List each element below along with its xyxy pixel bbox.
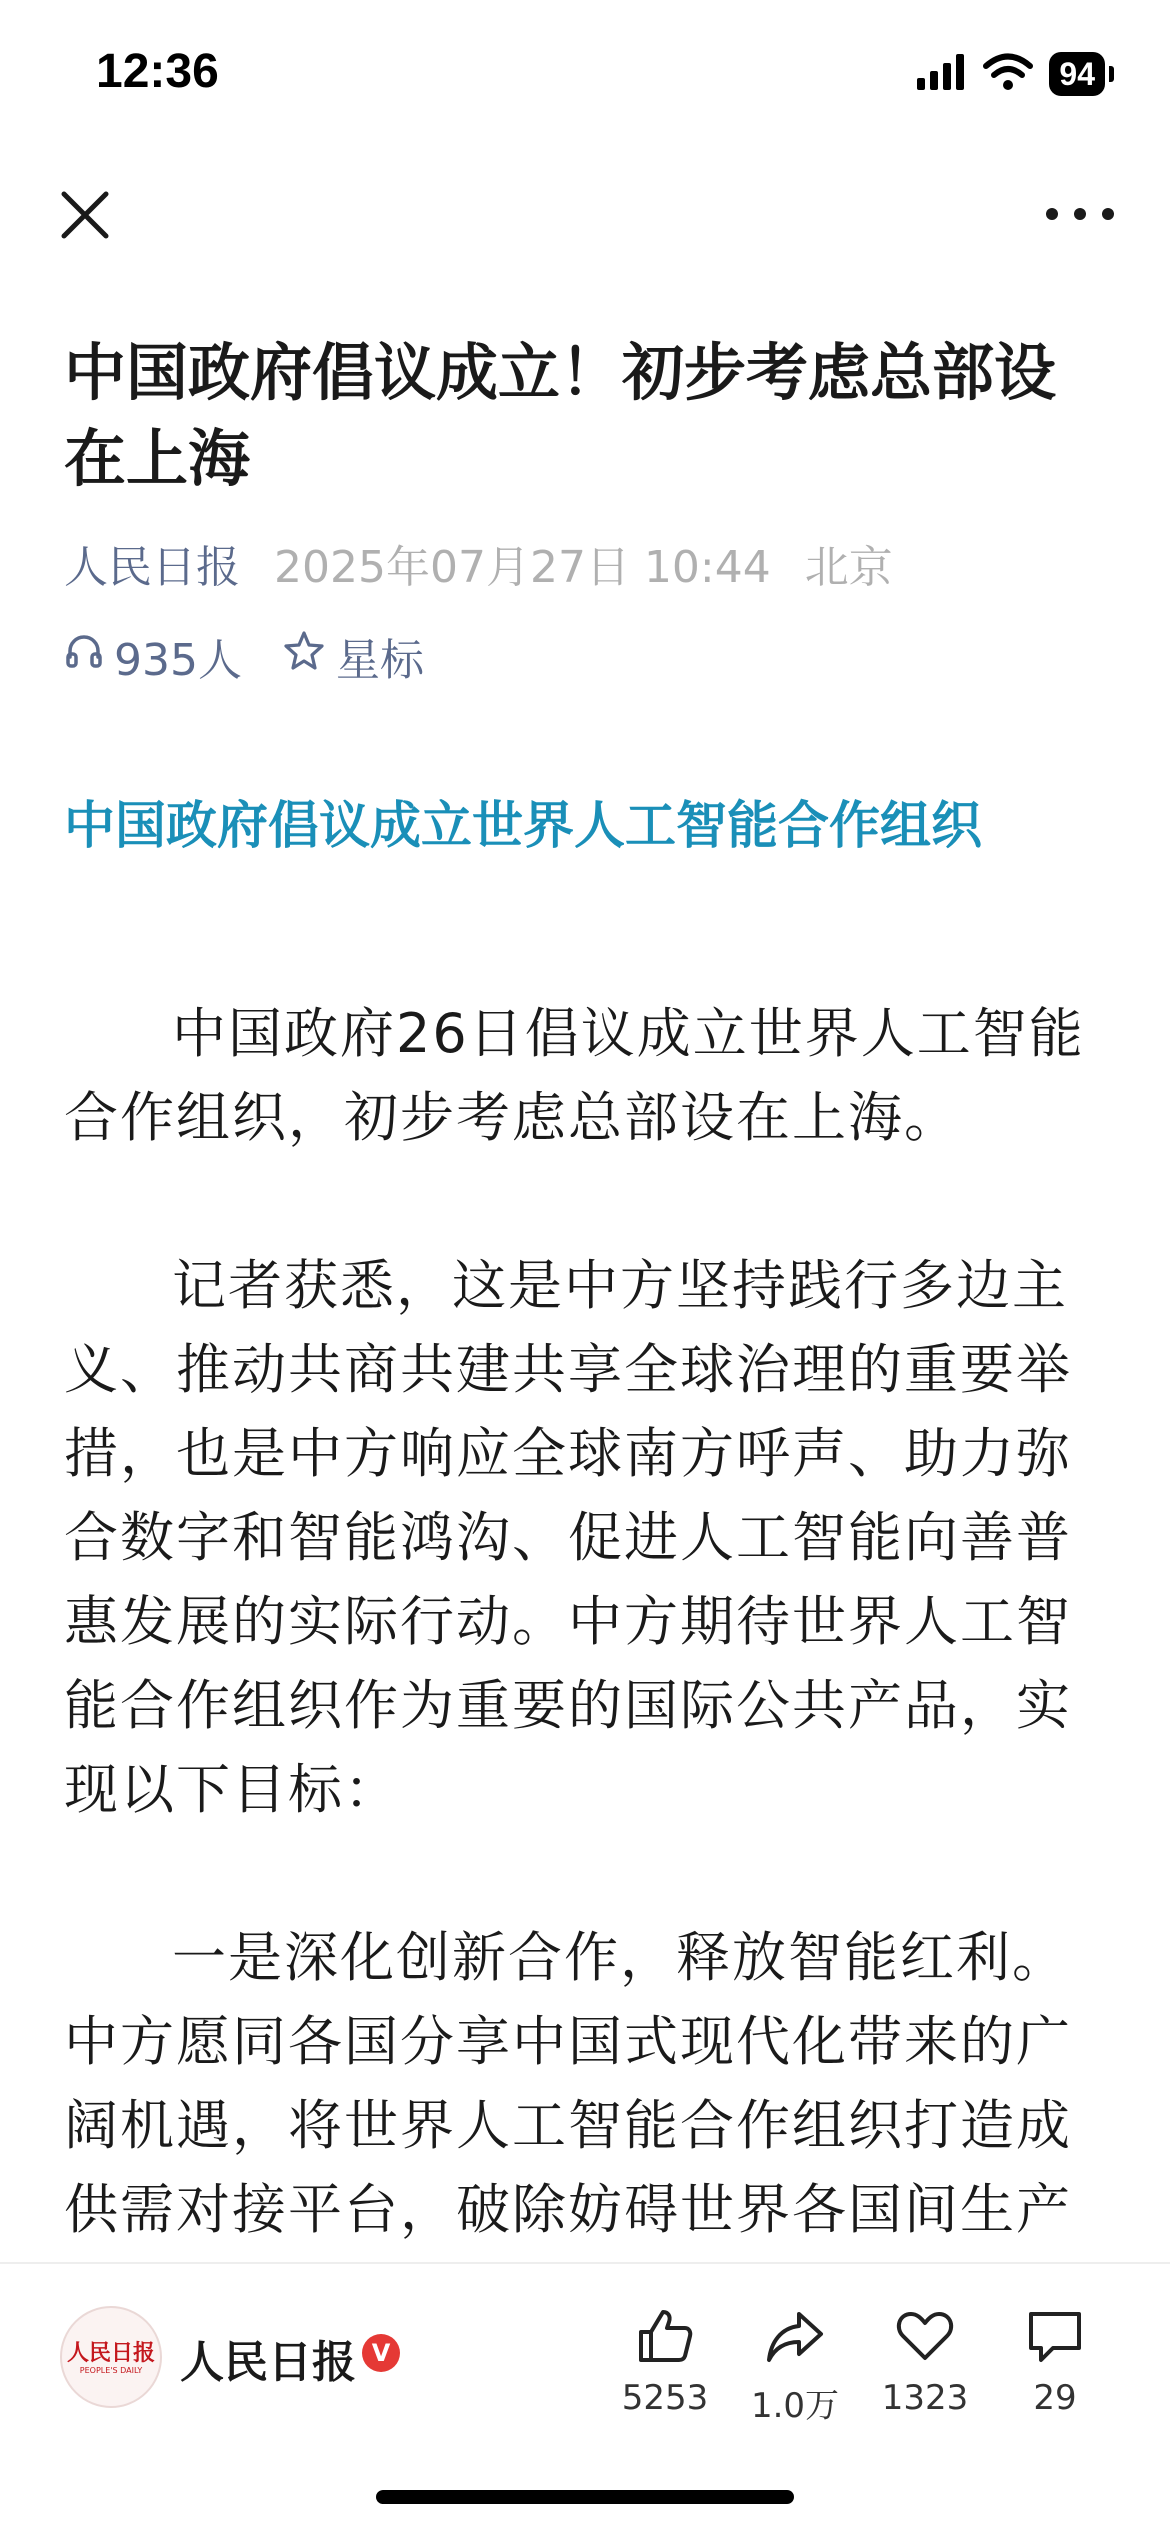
paragraph-2: 记者获悉，这是中方坚持践行多边主义、推动共商共建共享全球治理的重要举措，也是中方响应全球南方呼声、助力弥合数字和智能鸿沟、促进人工智能向善普惠发展的实际行动。中方期待世界人工智能合作组织作为重要的国际公共产品，实现以下目标： <box>64 1254 1072 1821</box>
comment-button[interactable] <box>990 2304 1120 2418</box>
article-stats <box>64 624 1114 688</box>
more-icon[interactable] <box>1040 194 1120 234</box>
close-icon[interactable] <box>50 180 120 250</box>
article-title: 中国政府倡议成立！初步考虑总部设在上海 <box>64 336 1057 495</box>
nav-bar <box>0 170 1170 250</box>
wifi-icon <box>983 53 1033 95</box>
article-meta <box>64 538 1114 598</box>
favorite-button[interactable] <box>860 2304 990 2418</box>
publisher-name[interactable]: 人民日报 <box>180 2337 356 2388</box>
status-bar <box>0 0 1170 150</box>
favorite-icon <box>860 2304 990 2368</box>
share-count: 1.0万 <box>750 2386 840 2426</box>
favorite-count: 1323 <box>881 2378 969 2418</box>
paragraph-1: 中国政府26日倡议成立世界人工智能合作组织，初步考虑总部设在上海。 <box>64 1002 1085 1149</box>
star-button[interactable] <box>282 624 424 688</box>
share-button[interactable] <box>730 2304 860 2427</box>
home-indicator[interactable] <box>376 2490 794 2504</box>
source-link[interactable]: 人民日报 <box>64 542 240 593</box>
paragraph-3: 一是深化创新合作，释放智能红利。中方愿同各国分享中国式现代化带来的广阔机遇，将世界人工智能合作组织打造成供需对接平台，破除妨碍世界各国间生产 <box>64 1926 1072 2241</box>
comment-count: 29 <box>1033 2378 1077 2418</box>
article <box>64 330 1114 2336</box>
comment-icon <box>990 2304 1120 2368</box>
signal-icon <box>917 54 967 94</box>
star-label: 星标 <box>335 635 424 686</box>
like-icon <box>600 2304 730 2368</box>
publish-date: 2025年07月27日 10:44 <box>274 542 771 593</box>
listen-button[interactable] <box>64 624 242 688</box>
status-icons <box>917 52 1114 96</box>
verified-badge: V <box>362 2334 400 2372</box>
share-icon <box>730 2304 860 2368</box>
avatar-logo-subtext: PEOPLE'S DAILY <box>79 2365 143 2375</box>
listen-count: 935人 <box>114 635 242 686</box>
publish-location: 北京 <box>804 542 893 593</box>
headphones-icon <box>64 631 104 682</box>
star-icon <box>282 629 326 684</box>
like-count: 5253 <box>621 2378 709 2418</box>
battery-tip <box>1109 66 1114 82</box>
publisher-avatar[interactable] <box>60 2306 162 2408</box>
status-time: 12:36 <box>96 45 219 98</box>
battery-icon: 94 <box>1049 52 1105 96</box>
article-subheading: 中国政府倡议成立世界人工智能合作组织 <box>64 797 983 856</box>
action-buttons <box>600 2304 1140 2424</box>
avatar-logo-text: 人民日报 <box>66 2339 155 2366</box>
like-button[interactable] <box>600 2304 730 2418</box>
